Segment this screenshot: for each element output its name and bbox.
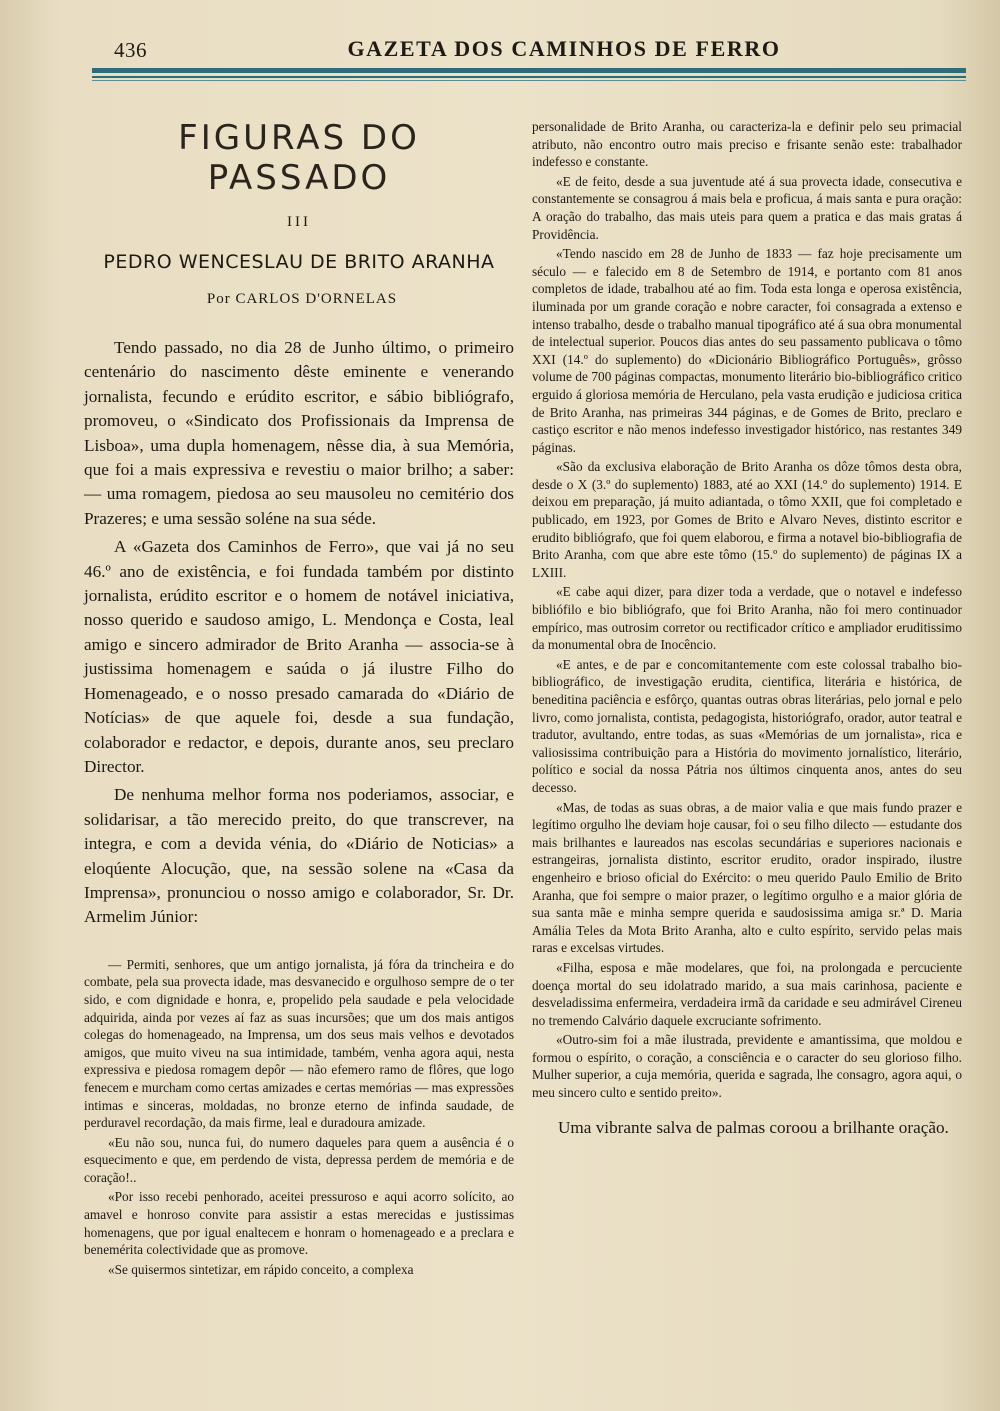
- closing-remark: Uma vibrante salva de palmas coroou a brilhante oração.: [558, 1117, 949, 1137]
- left-column: [84, 118, 514, 1280]
- header-rule: [92, 68, 966, 82]
- series-number: III: [287, 214, 311, 230]
- byline: Por CARLOS D'ORNELAS: [206, 291, 398, 307]
- paragraph: personalidade de Brito Aranha, ou caracteriza-la e definir pelo seu primacial atributo, não encontro outro mais preciso e frisante senão este: trabalhador indefesso e constante.: [532, 119, 962, 170]
- page-number: 436: [114, 38, 147, 62]
- paragraph: «E antes, e de par e concomitantemente com este colossal trabalho bio-bibliográfico, de investigação erudita, cientifica, literária e histórica, de beneditina paciência e esfôrço, quantas outras obras literárias, pelo jornal e pelo livro, como jornalista, contista, pedagogista, historiógrafo, orador, autor teatral e tradutor, avultando, entre todas, as suas «Memórias de um jornalista», rica e valiosissima contribuição para a História do movimento jornalístico, literário, político e social da nossa Pátria nos últimos cinquenta anos, antes do seu decesso.: [532, 656, 962, 795]
- paragraph: Tendo passado, no dia 28 de Junho último, o primeiro centenário do nascimento dêste eminente e venerando jornalista, fecundo e erúdito escritor, e sábio bibliógrafo, promoveu, o «Sindicato dos Profissionais da Imprensa de Lisboa», uma dupla homenagem, nêsse dia, à sua Memória, que foi a mais expressiva e revestiu o maior brilho; a saber: — uma romagem, piedosa ao seu mausoleu no cemitério dos Prazeres; e uma sessão soléne na sua séde.: [84, 338, 514, 528]
- speech-text: [84, 956, 514, 1279]
- paragraph: A «Gazeta dos Caminhos de Ferro», que vai já no seu 46.º ano de existência, e foi fundada também por distinto jornalista, erúdito escritor e o homem de notável iniciativa, nosso querido e saudoso amigo, L. Mendonça e Costa, leal amigo e sincero admirador de Brito Aranha — associa-se à justissima homenagem e saúda o já ilustre Filho do Homenageado, e o nosso presado camarada do «Diário de Notícias» de que aquele foi, desde a sua fundação, colaborador e redactor, e depois, durante anos, seu preclaro Director.: [84, 537, 514, 776]
- page-header: [92, 32, 966, 64]
- journal-title: GAZETA DOS CAMINHOS DE FERRO: [347, 36, 781, 61]
- paragraph: «E cabe aqui dizer, para dizer toda a verdade, que o notavel e indefesso bibliófilo e bio bibliógrafo, que foi Brito Aranha, não foi mero continuador empírico, mas outrosim corretor ou rectificador crítico e ampliador eruditissimo da monumental obra de Inocêncio.: [532, 584, 962, 653]
- paragraph: «E de feito, desde a sua juventude até á sua provecta idade, consecutiva e constantemente se consagrou á mais bela e proficua, á mais santa e pura oração: A oração do trabalho, das mais uteis para quem a pratica e das mais gratas á Providência.: [532, 173, 962, 242]
- paragraph: «São da exclusiva elaboração de Brito Aranha os dôze tômos desta obra, desde o X (3.º do suplemento) 1883, até ao XXI (14.º do suplemento) 1914. E deixou em preparação, já muito adiantada, o tômo XXII, que foi completado e publicado, em 1923, por Gomes de Brito e Alvaro Neves, distinto escritor e erudito bibliógrafo, que foi quem elaborou, e firma a notavel bio-bibliografia de Brito Aranha, com que abre este tômo (15.º do suplemento) de páginas IX a LXIII.: [532, 459, 962, 580]
- right-column: [532, 118, 962, 1142]
- paragraph: «Por isso recebi penhorado, aceitei pressuroso e aqui acorro solícito, ao amavel e honroso convite para assistir a estas merecidas e justissimas homenagens, que por igual enaltecem e honram o homenageado e a preclara e benemérita colectividade que as promove.: [84, 1189, 514, 1258]
- paragraph: — Permiti, senhores, que um antigo jornalista, já fóra da trincheira e do combate, pela sua provecta idade, mas desvanecido e orgulhoso sempre de o ter sido, e com dignidade e honra, e, propelido pela saudade e pela velocidade adquirida, ainda por vezes aí faz as suas incursões; que um dos mais antigos colegas do homenageado, na Imprensa, um dos seus mais velhos e devotados amigos, que muito viveu na sua intimidade, também, venha agora aqui, nesta expressiva e piedosa romagem depôr — não efemero ramo de flôres, que logo fenecem e murcham como certas amizades e certas memórias — mas expressões intimas e sinceras, moldadas, no bronze eterno de infinda saudade, de perduravel recordação, da mais firme, leal e duradoura amizade.: [84, 956, 514, 1131]
- intro-text: [84, 336, 514, 930]
- article-subject: PEDRO WENCESLAU DE BRITO ARANHA: [103, 251, 495, 273]
- paragraph: «Outro-sim foi a mãe ilustrada, previdente e amantissima, que moldou e formou o espírito, o coração, a consciência e o caracter do seu glorioso filho. Mulher superior, a cuja memória, querida e sagrada, lhe consagro, agora aqui, o meu sincero culto e sentido preito».: [532, 1032, 962, 1101]
- paragraph: «Tendo nascido em 28 de Junho de 1833 — faz hoje precisamente um século — e falecido em 8 de Setembro de 1914, e portanto com 81 anos completos de idade, trabalhou até ao fim. Toda esta longa e operosa existência, iluminada por um grande coração e nobre caracter, foi consagrada a extenso e intenso trabalho, desde o trabalho manual tipográfico até á sua obra monumental de intelectual superior. Poucos dias antes do seu passamento publicava o tômo XXI (14.º do suplemento) do «Dicionário Bibliográfico Português», grôsso volume de 700 páginas compactas, monumento literário bio-bibliográfico critico erguido á gloriosa memória de Herculano, pela vasta erudição e judiciosa critica de Brito Aranha, nas primeiras 344 páginas, e de Gomes de Brito, preclaro e castiço escritor e não menos indefesso investigador histórico, nas restantes 349 páginas.: [532, 246, 962, 455]
- paragraph: «Eu não sou, nunca fui, do numero daqueles para quem a ausência é o esquecimento e que, em perdendo de vista, depressa perdem de memória e de coração!..: [84, 1134, 514, 1185]
- paragraph: «Filha, esposa e mãe modelares, que foi, na prolongada e percuciente doença mortal do seu idolatrado marido, a sua mais carinhosa, paciente e desveladissima enfermeira, verdadeira irmã da caridade e seu admirável Cireneu no tremendo Calvário daquele excruciante sofrimento.: [532, 959, 962, 1028]
- paragraph: «Mas, de todas as suas obras, a de maior valia e que mais fundo prazer e legítimo orgulho lhe deviam hoje causar, foi o seu filho dilecto — estudante dos mais brilhantes e laureados nas escolas secundárias e superiores nacionais e estrangeiras, jornalista distinto, escritor erudito, orador inspirado, ilustre engenheiro e brioso oficial do Exército: o meu querido Paulo Emilio de Brito Aranha, que foi sempre o maior prazer, o legítimo orgulho e a maior glória de sua santa mãe e minha sempre querida e saudosissima amiga sr.ª D. Maria Amália Teles da Mota Brito Aranha, alto e culto espírito, servido pelas mais raras e excelsas virtudes.: [532, 799, 962, 956]
- paragraph: «Se quisermos sintetizar, em rápido conceito, a complexa: [108, 1261, 414, 1277]
- article-title: FIGURAS DO PASSADO: [178, 118, 420, 198]
- paragraph: De nenhuma melhor forma nos poderiamos, associar, e solidarisar, a tão merecido preito, do que transcrever, na integra, e com a devida vénia, do «Diário de Noticias» a eloqúente Alocução, que, na sessão solene na «Casa da Imprensa», pronunciou o nosso amigo e colaborador, Sr. Dr. Armelim Júnior:: [84, 785, 514, 927]
